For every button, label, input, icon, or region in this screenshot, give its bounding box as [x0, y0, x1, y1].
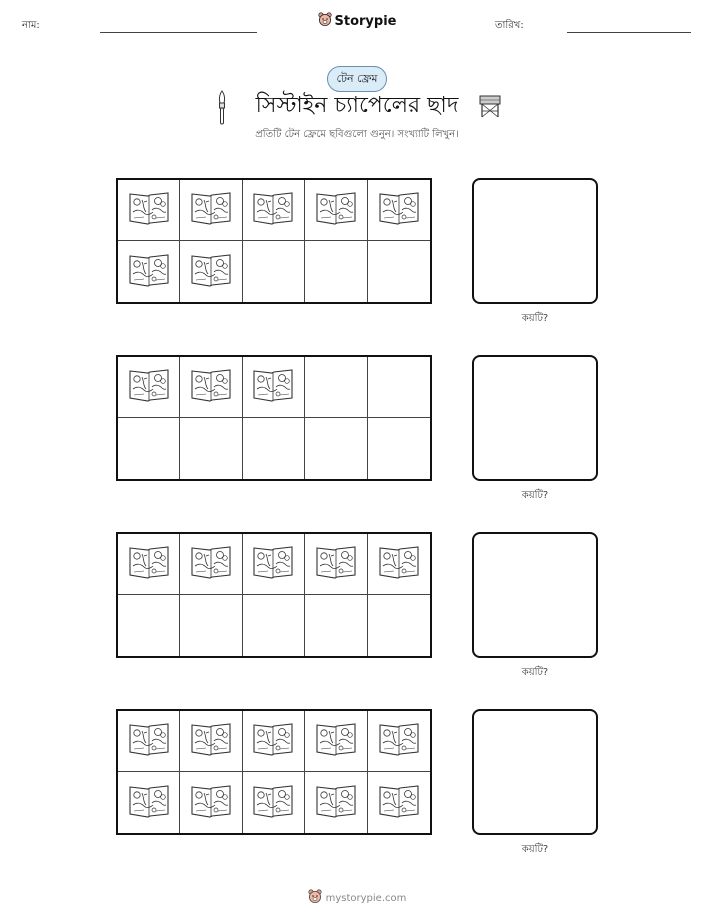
fresco-painting-icon [378, 783, 420, 823]
frame-cell [118, 772, 180, 833]
frame-cell [243, 772, 305, 833]
fresco-painting-icon [190, 252, 232, 292]
frame-cell [180, 357, 242, 418]
fresco-painting-icon [315, 544, 357, 584]
fresco-painting-icon [315, 721, 357, 761]
frame-cell [118, 595, 180, 656]
fresco-painting-icon [252, 367, 294, 407]
fresco-painting-icon [128, 783, 170, 823]
frame-cell [118, 357, 180, 418]
frame-cell [305, 357, 367, 418]
frame-cell [368, 357, 430, 418]
frame-cell [305, 241, 367, 302]
fresco-painting-icon [190, 190, 232, 230]
ten-frame-1 [116, 178, 432, 304]
frame-cell [180, 595, 242, 656]
frame-cell [305, 595, 367, 656]
frame-cell [368, 418, 430, 479]
date-line[interactable] [567, 32, 691, 33]
frame-cell [243, 534, 305, 595]
frame-cell [305, 418, 367, 479]
frame-cell [243, 711, 305, 772]
fresco-painting-icon [378, 190, 420, 230]
frame-cell [180, 241, 242, 302]
instructions: প্রতিটি টেন ফ্রেমে ছবিগুলো গুনুন। সংখ্যাটি লিখুন। [255, 129, 459, 140]
answer-prompt-2: কয়টি? [521, 490, 549, 501]
answer-box-3[interactable] [472, 532, 598, 658]
frame-cell [243, 241, 305, 302]
ten-frame-3 [116, 532, 432, 658]
frame-cell [368, 595, 430, 656]
answer-prompt-4: কয়টি? [521, 844, 549, 855]
frame-cell [118, 180, 180, 241]
scaffold-icon [477, 93, 503, 123]
fresco-painting-icon [190, 544, 232, 584]
fresco-painting-icon [252, 190, 294, 230]
brand-logo [0, 12, 714, 31]
fresco-painting-icon [128, 367, 170, 407]
bear-logo-icon [318, 12, 332, 31]
page-title: সিস্টাইন চ্যাপেলের ছাদ [255, 93, 459, 118]
frame-cell [180, 180, 242, 241]
fresco-painting-icon [128, 721, 170, 761]
fresco-painting-icon [190, 783, 232, 823]
frame-cell [305, 772, 367, 833]
fresco-painting-icon [315, 783, 357, 823]
ten-frame-2 [116, 355, 432, 481]
frame-cell [305, 534, 367, 595]
fresco-painting-icon [378, 721, 420, 761]
footer [0, 889, 714, 907]
name-line[interactable] [100, 32, 257, 33]
frame-cell [368, 772, 430, 833]
answer-box-4[interactable] [472, 709, 598, 835]
fresco-painting-icon [128, 190, 170, 230]
frame-cell [180, 534, 242, 595]
frame-cell [368, 241, 430, 302]
bear-logo-icon [308, 889, 322, 907]
fresco-painting-icon [378, 544, 420, 584]
frame-cell [118, 711, 180, 772]
frame-cell [243, 180, 305, 241]
frame-cell [180, 418, 242, 479]
frame-cell [118, 418, 180, 479]
frame-cell [118, 241, 180, 302]
frame-cell [118, 534, 180, 595]
fresco-painting-icon [190, 721, 232, 761]
frame-cell [180, 772, 242, 833]
ten-frame-4 [116, 709, 432, 835]
fresco-painting-icon [128, 252, 170, 292]
frame-cell [305, 180, 367, 241]
frame-cell [243, 418, 305, 479]
brand-name: Storypie [334, 14, 397, 29]
footer-url: mystorypie.com [325, 893, 407, 904]
frame-cell [305, 711, 367, 772]
fresco-painting-icon [252, 544, 294, 584]
frame-cell [368, 534, 430, 595]
frame-cell [180, 711, 242, 772]
answer-box-2[interactable] [472, 355, 598, 481]
frame-cell [368, 180, 430, 241]
answer-prompt-1: কয়টি? [521, 313, 549, 324]
answer-prompt-3: কয়টি? [521, 667, 549, 678]
fresco-painting-icon [128, 544, 170, 584]
fresco-painting-icon [190, 367, 232, 407]
date-label: তারিখ: [495, 20, 524, 31]
frame-cell [243, 595, 305, 656]
answer-box-1[interactable] [472, 178, 598, 304]
worksheet-tag: টেন ফ্রেম [327, 66, 387, 92]
fresco-painting-icon [315, 190, 357, 230]
fresco-painting-icon [252, 721, 294, 761]
frame-cell [243, 357, 305, 418]
name-label: নাম: [22, 20, 40, 31]
frame-cell [368, 711, 430, 772]
fresco-painting-icon [252, 783, 294, 823]
